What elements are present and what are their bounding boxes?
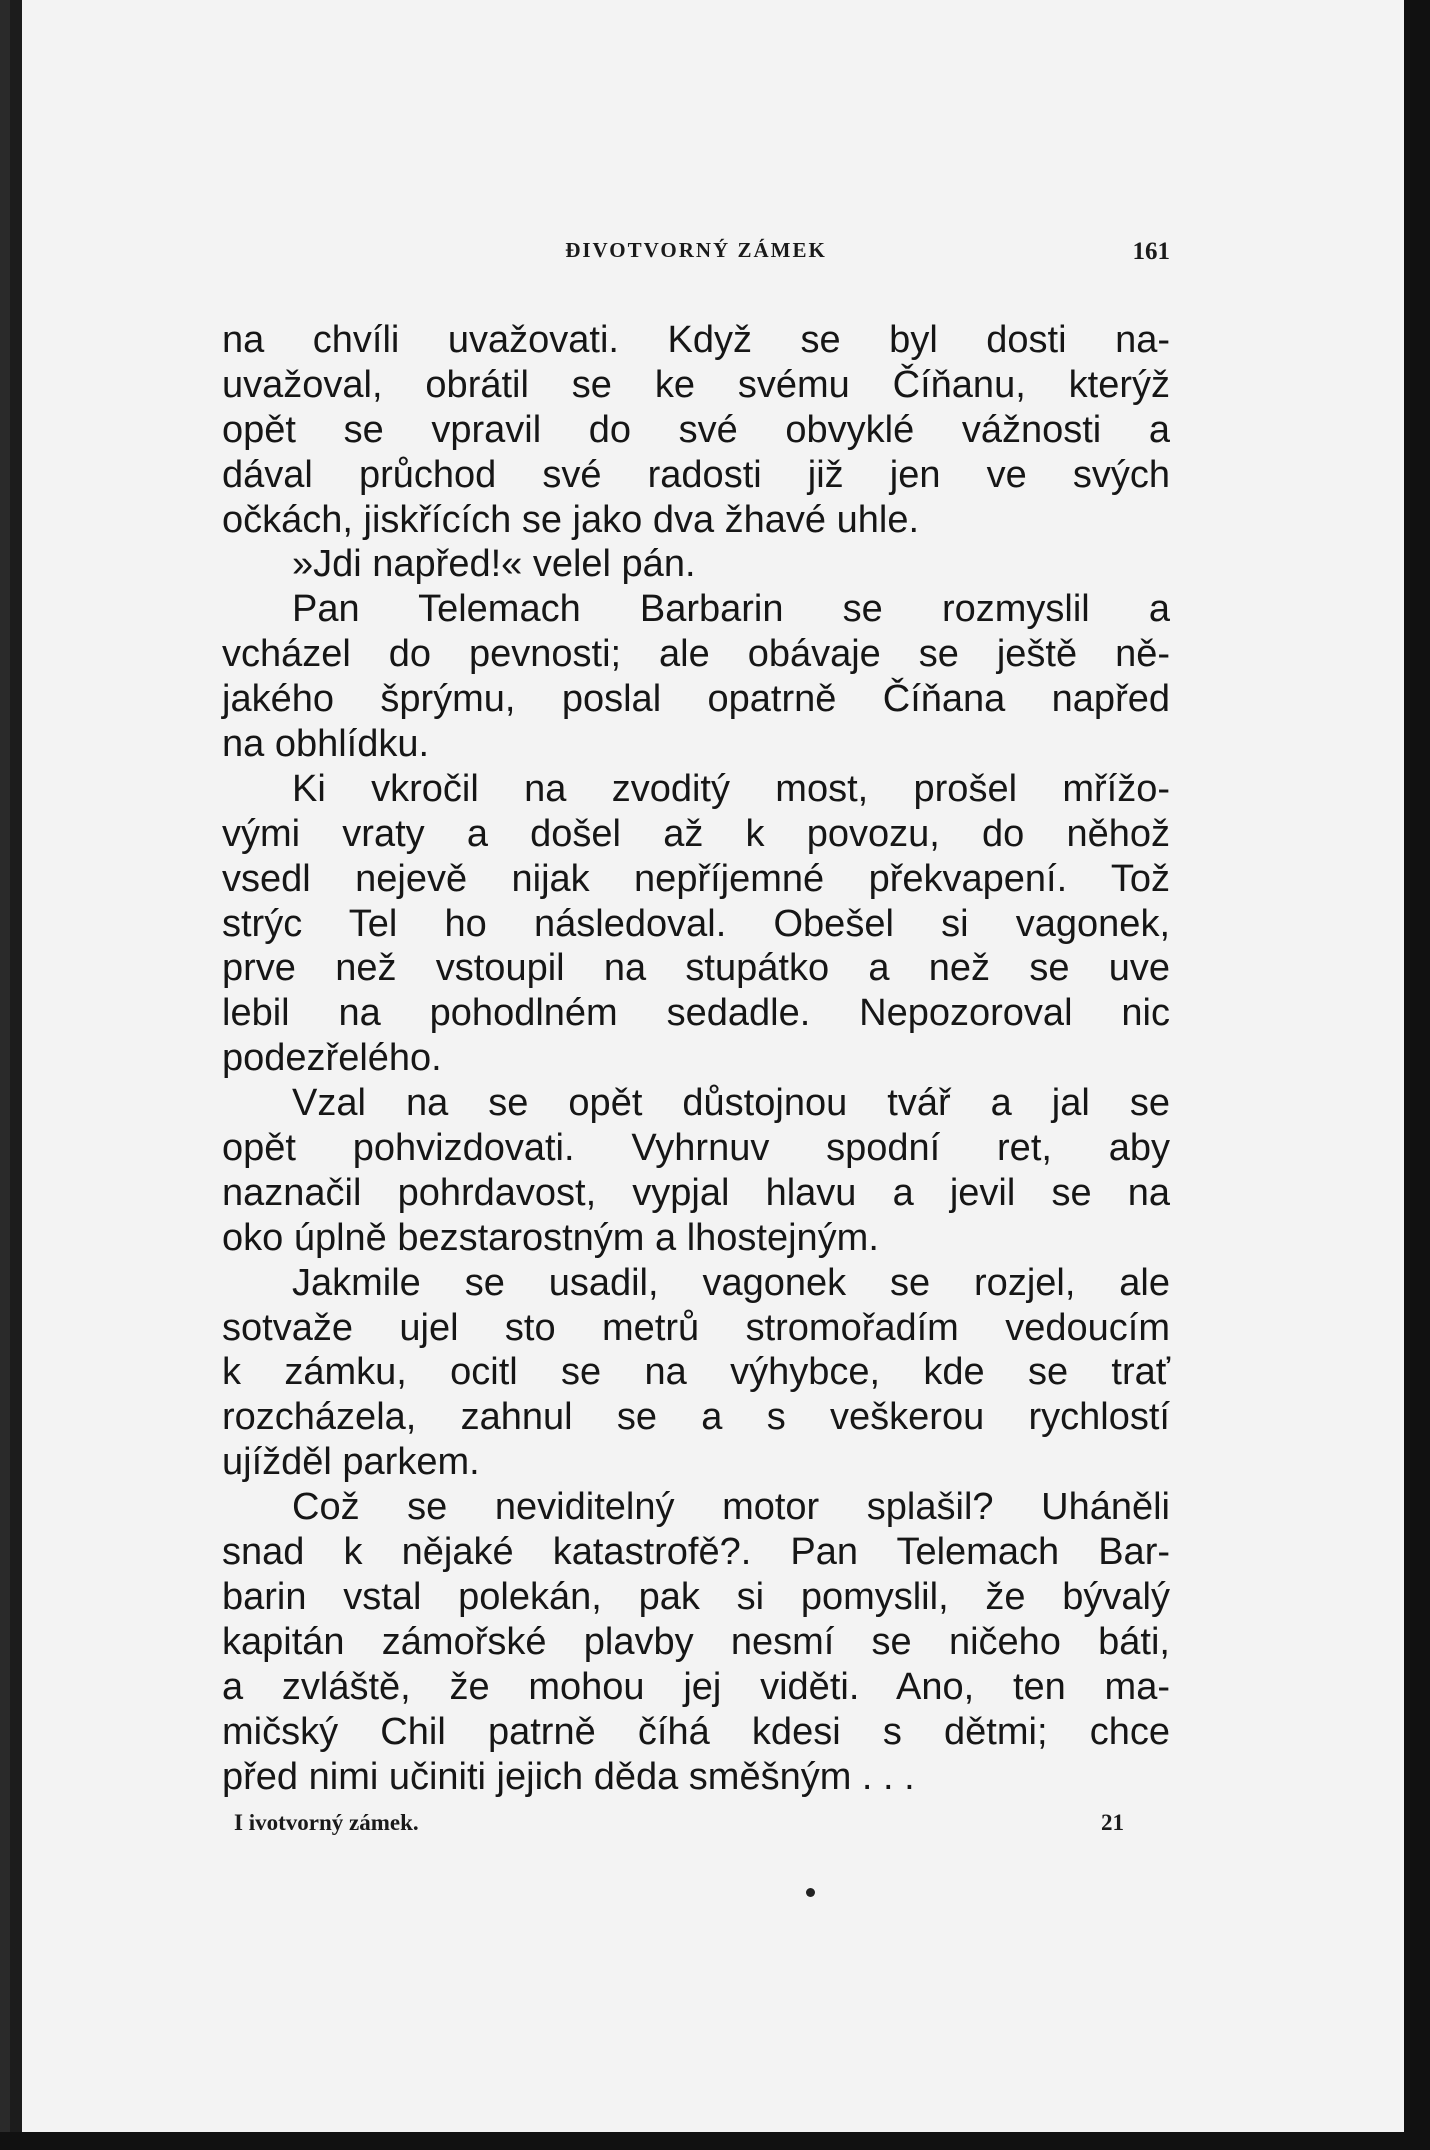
text-line: a zvláště, že mohou jej viděti. Ano, ten ma- — [222, 1665, 1170, 1708]
text-line: kapitán zámořské plavby nesmí se ničeho báti, — [222, 1620, 1170, 1663]
bottom-page-edge — [0, 2132, 1430, 2150]
text-line: podezřelého. — [222, 1037, 442, 1080]
text-line: očkách, jiskřících se jako dva žhavé uhle. — [222, 498, 920, 541]
text-line: strýc Tel ho následoval. Obešel si vagonek, — [222, 902, 1170, 945]
text-line: uvažoval, obrátil se ke svému Číňanu, kterýž — [222, 363, 1170, 406]
text-line: jakého šprýmu, poslal opatrně Číňana napřed — [222, 678, 1170, 721]
signature-footer — [234, 1810, 1124, 1840]
text-line: »Jdi napřed!« velel pán. — [292, 543, 696, 586]
text-line: opět pohvizdovati. Vyhrnuv spodní ret, aby — [222, 1127, 1170, 1170]
text-line: snad k nějaké katastrofě?. Pan Telemach Bar- — [222, 1531, 1170, 1574]
text-line: barin vstal polekán, pak si pomyslil, že bývalý — [222, 1575, 1170, 1618]
text-line: Ki vkročil na zvoditý most, prošel mřížo- — [292, 767, 1170, 810]
signature-number: 21 — [1101, 1810, 1124, 1835]
text-line: sotvaže ujel sto metrů stromořadím vedoucím — [222, 1306, 1170, 1349]
text-line: rozcházela, zahnul se a s veškerou rychlostí — [222, 1396, 1170, 1439]
running-title: ĐIVOTVORNÝ ZÁMEK — [565, 238, 827, 262]
ink-speck — [806, 1888, 815, 1897]
page-number: 161 — [1132, 238, 1170, 265]
text-line: oko úplně bezstarostným a lhostejným. — [222, 1216, 879, 1259]
text-line: vcházel do pevnosti; ale obávaje se ještě ně- — [222, 633, 1170, 676]
text-line: Jakmile se usadil, vagonek se rozjel, ale — [292, 1261, 1170, 1304]
text-line: Vzal na se opět důstojnou tvář a jal se — [292, 1082, 1170, 1125]
text-line: vými vraty a došel až k povozu, do něhož — [222, 812, 1170, 855]
text-line: vsedl nejevě nijak nepříjemné překvapení. Tož — [222, 857, 1170, 900]
body-text — [222, 318, 1170, 1799]
signature-title: I ivotvorný zámek. — [234, 1810, 419, 1835]
running-head — [222, 238, 1170, 274]
text-line: prve než vstoupil na stupátko a než se uve — [222, 947, 1170, 990]
text-line: ujížděl parkem. — [222, 1441, 480, 1484]
text-line: dával průchod své radosti již jen ve svých — [222, 453, 1170, 496]
text-line: opět se vpravil do své obvyklé vážnosti a — [222, 408, 1170, 451]
text-line: lebil na pohodlném sedadle. Nepozoroval nic — [222, 992, 1170, 1035]
text-line: naznačil pohrdavost, vypjal hlavu a jevil se na — [222, 1171, 1170, 1214]
text-line: před nimi učiniti jejich děda směšným . . . — [222, 1755, 915, 1798]
text-line: na obhlídku. — [222, 723, 430, 766]
binding-edge — [0, 0, 10, 2150]
text-line: mičský Chil patrně číhá kdesi s dětmi; chce — [222, 1710, 1170, 1753]
text-line: k zámku, ocitl se na výhybce, kde se trať — [222, 1351, 1170, 1394]
right-page-edge — [1404, 0, 1430, 2150]
text-line: Což se neviditelný motor splašil? Uháněli — [292, 1486, 1170, 1529]
text-line: Pan Telemach Barbarin se rozmyslil a — [292, 588, 1170, 631]
text-line: na chvíli uvažovati. Když se byl dosti na- — [222, 319, 1170, 361]
